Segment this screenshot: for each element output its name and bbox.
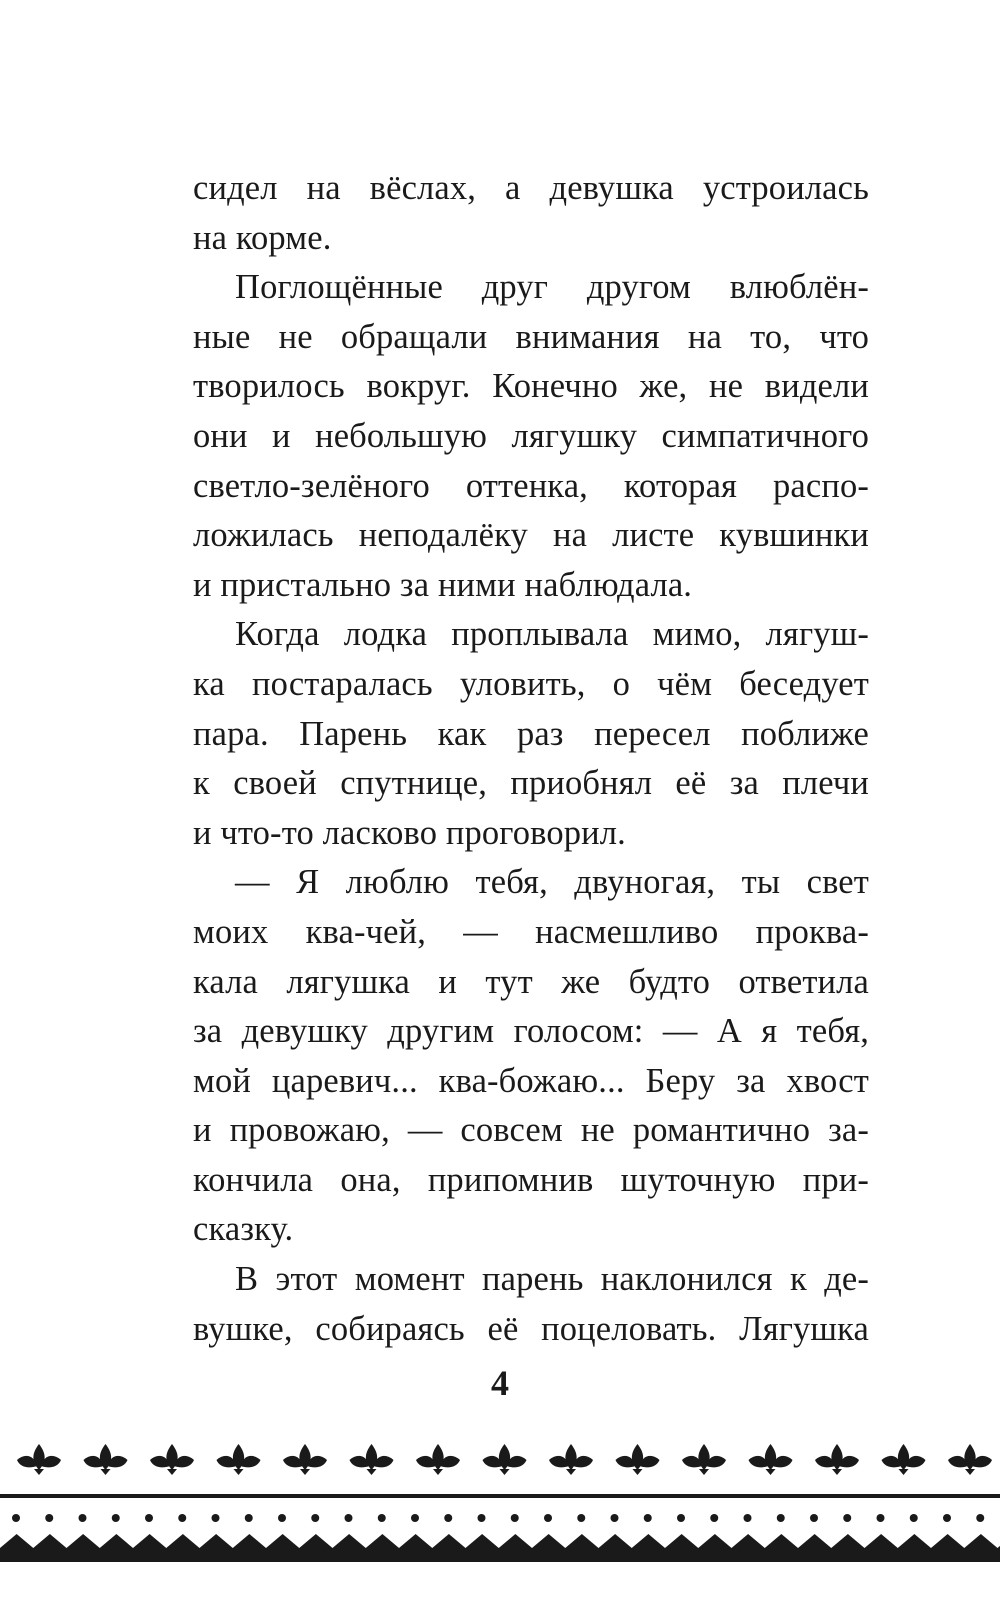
leaf-motif: [416, 1444, 460, 1475]
leaf-motif: [815, 1444, 859, 1475]
text-line: светло-зелёного оттенка, которая распо-: [193, 466, 869, 505]
ornament-dot: [444, 1514, 452, 1522]
text-line: и провожаю, — совсем не романтично за-: [193, 1111, 869, 1150]
text-line: сидел на вёслах, а девушка устроилась: [193, 169, 869, 207]
text-line: В этот момент парень наклонился к де-: [235, 1260, 869, 1299]
ornament-dot: [411, 1514, 419, 1522]
text-line: творилось вокруг. Конечно же, не видели: [193, 367, 869, 406]
ornament-dot: [278, 1514, 286, 1522]
text-line: кала лягушка и тут же будто ответила: [193, 962, 869, 1001]
leaf-motif: [682, 1444, 726, 1475]
leaf-motif: [483, 1444, 527, 1475]
folk-leaf-border-icon: [0, 1440, 1000, 1616]
leaf-motif: [749, 1444, 793, 1475]
ornament-dot: [112, 1514, 120, 1522]
ornament-dot: [378, 1514, 386, 1522]
ornament-dot: [777, 1514, 785, 1522]
text-line: и пристально за ними наблюдала.: [193, 565, 693, 604]
ornament-dot: [478, 1514, 486, 1522]
ornament-zigzag: [0, 1534, 1000, 1548]
text-line: сказку.: [193, 1210, 294, 1249]
ornament-dot: [677, 1514, 685, 1522]
leaf-motif: [882, 1444, 926, 1475]
leaf-motif: [84, 1444, 128, 1475]
ornament-dot: [611, 1514, 619, 1522]
ornament-dot: [79, 1514, 87, 1522]
ornament-dot: [311, 1514, 319, 1522]
ornament-dot: [345, 1514, 353, 1522]
ornament-dot: [877, 1514, 885, 1522]
ornament-dot: [810, 1514, 818, 1522]
text-line: на корме.: [193, 218, 332, 257]
ornament-dot: [710, 1514, 718, 1522]
text-line: мой царевич... ква-божаю... Беру за хвост: [193, 1061, 869, 1100]
text-line: они и небольшую лягушку симпатичного: [193, 416, 869, 455]
text-line: ложилась неподалёку на листе кувшинки: [193, 516, 869, 555]
ornament-dot: [577, 1514, 585, 1522]
text-line: за девушку другим голосом: — А я тебя,: [193, 1012, 869, 1051]
leaf-motif: [283, 1444, 327, 1475]
body-text: [193, 164, 869, 1354]
ornament-dot: [843, 1514, 851, 1522]
text-line: Когда лодка проплывала мимо, лягуш-: [235, 615, 869, 654]
text-line: моих ква-чей, — насмешливо прoква-: [193, 912, 869, 951]
ornament-dot: [644, 1514, 652, 1522]
leaf-motif: [350, 1444, 394, 1475]
ornament-dot: [976, 1514, 984, 1522]
ornament-dot: [178, 1514, 186, 1522]
text-line: — Я люблю тебя, двуногая, ты свет: [235, 863, 869, 902]
ornament-dot: [910, 1514, 918, 1522]
text-line: кончила она, припомнив шуточную при-: [193, 1160, 869, 1199]
leaf-motif: [17, 1444, 61, 1475]
ornament-dot: [45, 1514, 53, 1522]
text-line: к своей спутнице, приобнял её за плечи: [193, 764, 869, 803]
ornament-dot: [12, 1514, 20, 1522]
ornament-dot: [943, 1514, 951, 1522]
leaf-motif: [948, 1444, 992, 1475]
leaf-motif: [616, 1444, 660, 1475]
ornament-dot: [245, 1514, 253, 1522]
text-line: вушке, собираясь её поцеловать. Лягушка: [193, 1309, 869, 1348]
page-number: 4: [491, 1363, 509, 1403]
text-line: ка постаралась уловить, о чём беседует: [193, 664, 869, 703]
leaf-motif: [549, 1444, 593, 1475]
ornament-dot: [511, 1514, 519, 1522]
text-line: Поглощённые друг другом влюблён-: [235, 268, 869, 307]
ornament-dot: [145, 1514, 153, 1522]
text-line: и что-то ласково проговорил.: [193, 813, 626, 852]
ornament-band: [0, 1548, 1000, 1562]
ornament-dot: [744, 1514, 752, 1522]
leaf-motif: [217, 1444, 261, 1475]
ornament-dot: [544, 1514, 552, 1522]
ornament-dot: [212, 1514, 220, 1522]
leaf-motif: [150, 1444, 194, 1475]
text-line: пара. Парень как раз пересел поближе: [193, 714, 869, 753]
text-line: ные не обращали внимания на то, что: [193, 317, 869, 356]
